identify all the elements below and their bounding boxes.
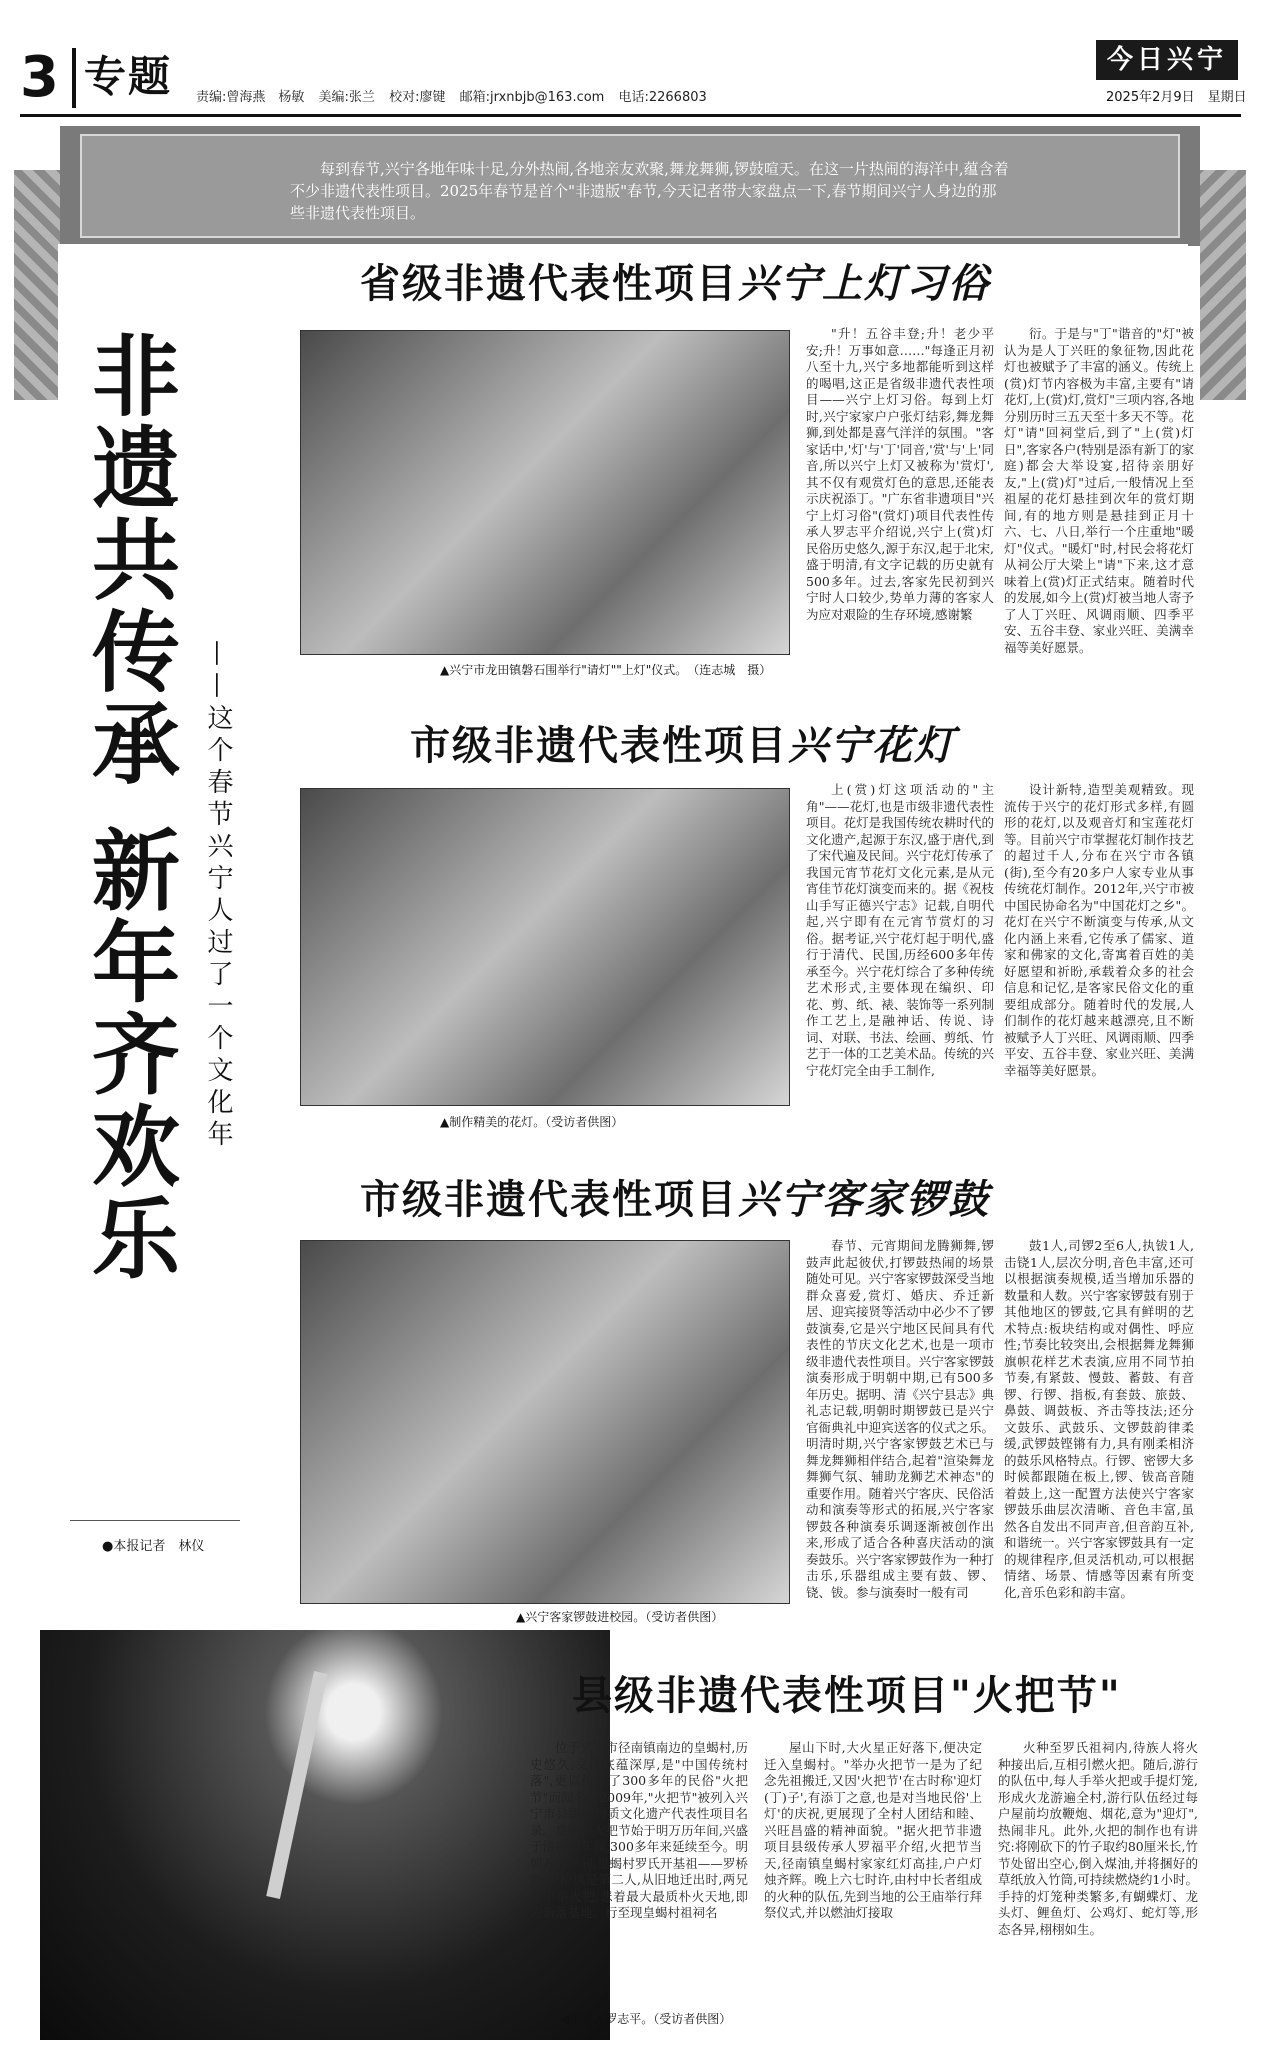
meta-phone: 电话:2266803 (618, 90, 707, 105)
section-4-title-plain: 县级非遗代表性项目 (572, 1672, 950, 1719)
decorative-pattern-left (14, 170, 60, 400)
section-4-photo (40, 1630, 610, 2040)
decorative-pattern-right (1200, 170, 1246, 400)
masthead-logo: 今日兴宁 (1096, 40, 1238, 80)
section-2-title-bold: 兴宁花灯 (788, 722, 956, 769)
section-2-column-1: 上(赏)灯这项活动的"主角"——花灯,也是市级非遗代表性项目。花灯是我国传统农耕时代的文化遗产,起源于东汉,盛于唐代,到了宋代遍及民间。兴宁花灯传承了我国元宵节花灯文化元素,是从元宵佳节花灯演变而来的。据《祝枝山手写正德兴宁志》记载,自明代起,兴宁即有在元宵节赏灯的习俗。据考证,兴宁花灯起于明代,盛行于清代、民国,历经600多年传承至今。兴宁花灯综合了多种传统艺术形式,主要体现在编织、印花、剪、纸、裱、装饰等一系列制作工艺上,是融神话、传说、诗词、对联、书法、绘画、剪纸、竹艺于一体的工艺美术品。传统的兴宁花灯完全由手工制作, (806, 782, 994, 1078)
section-1-title (360, 252, 990, 309)
section-4-column-3: 火种至罗氏祖祠内,待族人将火种接出后,互相引燃火把。随后,游行的队伍中,每人手举火把或手提灯笼,形成火龙游遍全村,游行队伍经过每户屋前均放鞭炮、烟花,意为"迎灯",热闹非凡。此外,火把的制作也有讲究:将刚砍下的竹子取约80厘米长,竹节处留出空心,倒入煤油,并将捆好的草纸放入竹筒,可持续燃烧约1小时。手持的灯笼种类繁多,有蝴蝶灯、龙头灯、鲤鱼灯、公鸡灯、蛇灯等,形态各异,栩栩如生。 (998, 1740, 1198, 1937)
section-3-column-2: 鼓1人,司锣2至6人,执钹1人,击铙1人,层次分明,音色丰富,还可以根据演奏规模,适当增加乐器的数量和人数。兴宁客家锣鼓有别于其他地区的锣鼓,它具有鲜明的艺术特点:板块结构或对偶性、呼应性;节奏比较突出,会根据舞龙舞狮旗帜花样艺术表演,应用不同节拍节奏,有紧鼓、慢鼓、蓄鼓、有音锣、行锣、指板,有套鼓、旅鼓、鼻鼓、调鼓板、齐击等技法;还分文鼓乐、武鼓乐、文锣鼓韵律柔缓,武锣鼓铿锵有力,具有刚柔相济的鼓乐风格特点。行锣、密锣大多时候都跟随在板上,锣、钹高音随着鼓上,这一配置方法使兴宁客家锣鼓乐曲层次清晰、音色丰富,虽然各自发出不同声音,但音韵互补,和谐统一。兴宁客家锣鼓具有一定的规律程序,但灵活机动,可以根据情绪、场景、情感等因素有所变化,音乐色彩和韵丰富。 (1004, 1238, 1194, 1600)
reporter-byline: ●本报记者 林仪 (102, 1539, 205, 1554)
meta-designer: 美编:张兰 (318, 90, 375, 105)
section-2-caption: ▲制作精美的花灯。（受访者供图） (440, 1115, 624, 1129)
section-4-column-2: 屋山下时,大火星正好落下,便决定迁入皇蝎村。"举办火把节一是为了纪念先祖搬迁,又因'火把节'在古时称'迎灯(丁)子',有添丁之意,也是对当地民俗'上灯'的庆祝,更展现了全村人团结和睦、兴旺昌盛的精神面貌。"据火把节非遗项目县级传承人罗福平介绍,火把节当天,径南镇皇蝎村家家红灯高挂,户户灯烛齐辉。晚上六七时许,由村中长者组成的火种的队伍,先到当地的公王庙举行拜祭仪式,并以燃油灯接取 (764, 1740, 982, 1920)
editor-credits (196, 86, 717, 105)
section-2-column-2: 设计新特,造型美观精致。现流传于兴宁的花灯形式多样,有圆形的花灯,以及观音灯和宝莲花灯等。目前兴宁市掌握花灯制作技艺的超过千人,分布在兴宁市各镇(街),至今有20多户人家专业从事传统花灯制作。2012年,兴宁市被中国民协命名为"中国花灯之乡"。花灯在兴宁不断演变与传承,从文化内涵上来看,它传承了儒家、道家和佛家的文化,寄寓着百姓的美好愿望和祈盼,承载着众多的社会信息和记忆,是客家民俗文化的重要组成部分。随着时代的发展,人们制作的花灯越来越漂亮,且不断被赋予人丁兴旺、风调雨顺、四季平安、五谷丰登、家业兴旺、美满幸福等美好愿景。 (1004, 782, 1194, 1078)
section-2-title-plain: 市级非遗代表性项目 (410, 722, 788, 769)
intro-paragraph: 每到春节,兴宁各地年味十足,分外热闹,各地亲友欢聚,舞龙舞狮,锣鼓喧天。在这一片热闹的海洋中,蕴含着不少非遗代表性项目。2025年春节是首个"非遗版"春节,今天记者带大家盘点一下,春节期间兴宁人身边的那些非遗代表性项目。 (290, 160, 1009, 222)
section-3-column-1: 春节、元宵期间龙腾狮舞,锣鼓声此起彼伏,打锣鼓热闹的场景随处可见。兴宁客家锣鼓深受当地群众喜爱,赏灯、婚庆、乔迁新居、迎宾接贤等活动中必少不了锣鼓演奏,它是兴宁地区民间具有代表性的节庆文化艺术,也是一项市级非遗代表性项目。兴宁客家锣鼓演奏形成于明朝中期,已有500多年历史。据明、清《兴宁县志》典礼志记载,明朝时期锣鼓已是兴宁官衙典礼中迎宾送客的仪式之乐。明清时期,兴宁客家锣鼓艺术已与舞龙舞狮相伴结合,起着"渲染舞龙舞狮气氛、辅助龙狮艺术神态"的重要作用。随着兴宁客庆、民俗活动和演奏等形式的拓展,兴宁客家锣鼓各种演奏乐调逐渐被创作出来,形成了适合各种喜庆活动的演奏鼓乐。兴宁客家锣鼓作为一种打击乐,乐器组成主要有鼓、锣、铙、钹。参与演奏时一般有司 (806, 1238, 994, 1600)
section-2-photo (300, 788, 790, 1106)
meta-email: 邮箱:jrxnbjb@163.com (459, 90, 605, 105)
section-4-title-bold: "火把节" (950, 1672, 1122, 1719)
issue-date: 2025年2月9日 星期日 (1106, 90, 1247, 105)
meta-editor: 责编:曾海燕 杨敏 (196, 90, 305, 105)
section-4-column-1: 位于兴宁市径南镇南边的皇蝎村,历史悠久,文化底蕴深厚,是"中国传统村落",更以传承了300多年的民俗"火把节"而闻名。2009年,"火把节"被列入兴宁市县级非物质文化遗产代表性项目名录。皇蝎村火把节始于明万历年间,兴盛于清康熙年间,300多年来延续至今。明朝万历年间,皇蝎村罗氏开基祖——罗桥台,罗桥凤是第二人,从旧地迁出时,两兄弟手举火把,悲着最大最质朴火天地,即为新落基地。行至现皇蝎村祖祠名 (530, 1740, 748, 1920)
section-1-column-1: "升！五谷丰登;升！老少平安;升！万事如意……"每逢正月初八至十九,兴宁多地都能听到这样的喝唱,这正是省级非遗代表性项目——兴宁上灯习俗。每到上灯时,兴宁家家户户张灯结彩,舞龙舞狮,到处都是喜气洋洋的氛围。"客家话中,'灯'与'丁'同音,'赏'与'上'同音,所以兴宁上灯又被称为'赏灯',其不仅有观赏灯色的意思,还能表示庆祝添丁。"广东省非遗项目"兴宁上灯习俗"(赏灯)项目代表性传承人罗志平介绍说,兴宁上(赏)灯民俗历史悠久,源于东汉,起于北宋,盛于明清,有文字记载的历史就有500多年。过去,客家先民初到兴宁时人口较少,势单力薄的客家人为应对艰险的生存环境,感谢繁 (806, 326, 994, 622)
section-3-caption: ▲兴宁客家锣鼓进校园。（受访者供图） (516, 1610, 724, 1624)
section-3-title-plain: 市级非遗代表性项目 (360, 1176, 738, 1223)
section-4-caption: ◀传承人罗志平。（受访者供图） (560, 2012, 732, 2026)
section-1-column-2: 衍。于是与"丁"谐音的"灯"被认为是人丁兴旺的象征物,因此花灯也被赋予了丰富的涵义。传统上(赏)灯节内容极为丰富,主要有"请花灯,上(赏)灯,赏灯"三项内容,各地分别历时三五天至十多天不等。花灯"请"回祠堂后,到了"上(赏)灯日",客家各户(特别是添有新丁的家庭)都会大举设宴,招待亲朋好友,"上(赏)灯"过后,一般情况上至祖屋的花灯悬挂到次年的赏灯期间,有的地方则是悬挂到正月十六、七、八日,举行一个庄重地"暖灯"仪式。"暖灯"时,村民会将花灯从祠公厅大梁上"请"下来,这才意味着上(赏)灯正式结束。随着时代的发展,如今上(赏)灯被当地人寄予了人丁兴旺、风调雨顺、四季平安、五谷丰登、家业兴旺、美满幸福等美好愿景。 (1004, 326, 1194, 655)
section-4-title (572, 1664, 1122, 1721)
section-title: 专题 (84, 52, 173, 101)
section-1-title-bold: 兴宁上灯习俗 (738, 260, 990, 307)
meta-proofreader: 校对:廖键 (389, 90, 446, 105)
header-divider (72, 48, 76, 108)
page-number: 3 (20, 45, 59, 110)
section-1-caption: ▲兴宁市龙田镇磐石围举行"请灯""上灯"仪式。 （连志城 摄） (440, 663, 772, 677)
main-headline: 非遗共传承 新年齐欢乐 (78, 330, 182, 1285)
section-3-title-bold: 兴宁客家锣鼓 (738, 1176, 990, 1223)
reporter-rule (70, 1520, 240, 1521)
section-2-title (410, 714, 956, 771)
section-1-title-plain: 省级非遗代表性项目 (360, 260, 738, 307)
sub-headline: ——这个春节兴宁人过了一个文化年 (203, 640, 233, 1152)
section-1-photo (300, 330, 790, 655)
section-3-title (360, 1168, 990, 1225)
section-3-photo (300, 1240, 790, 1604)
header-rule (20, 114, 1241, 117)
